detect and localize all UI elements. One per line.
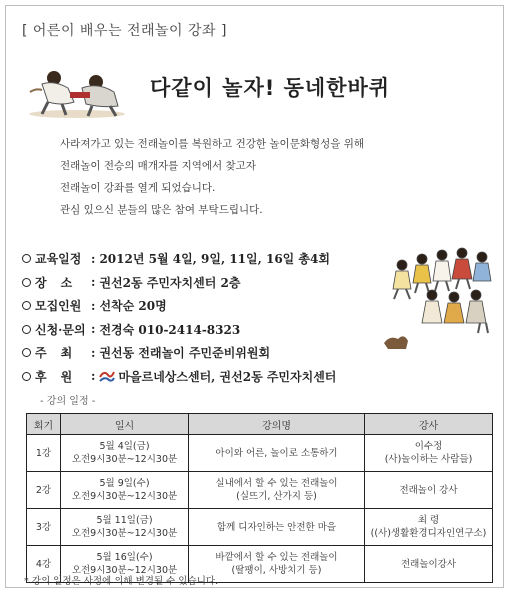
session-cell: 2강: [27, 472, 61, 509]
table-row: [27, 472, 493, 509]
lecture-cell: [189, 435, 365, 472]
instructor-text: 전래놀이 강사: [399, 484, 458, 496]
intro-text: [60, 133, 364, 221]
schedule-table: [26, 413, 493, 583]
info-label: 장소: [35, 275, 87, 290]
instructor-text: 이수정: [414, 441, 443, 452]
table-header-row: [27, 414, 493, 435]
instructor-org: (사)놀이하는 사람들): [384, 454, 473, 465]
info-value: 선착순 20명: [99, 299, 167, 314]
circle-bullet-icon: [22, 254, 31, 263]
info-label: 신청·문의: [35, 322, 86, 337]
lecture-text: 바깥에서 할 수 있는 전래놀이: [215, 552, 338, 563]
children-playing-illustration: [380, 233, 500, 361]
info-value: 2012년 5월 4일, 9일, 11일, 16일 총4회: [99, 252, 330, 267]
circle-bullet-icon: [22, 348, 31, 357]
instructor-cell: [365, 472, 493, 509]
circle-bullet-icon: [22, 301, 31, 310]
date-text: 5월 9일(수): [99, 478, 150, 489]
info-value: 권선2동 주민자치센터 2층: [99, 275, 241, 290]
instructor-text: 최 령: [417, 515, 440, 526]
sponsor-logo-icon: [99, 369, 115, 383]
time-text: 오전9시30분~12시30분: [71, 565, 178, 576]
table-row: [27, 435, 493, 472]
info-value: 권선동 전래놀이 주민준비위원회: [99, 346, 271, 361]
instructor-cell: [365, 509, 493, 546]
lecture-text: 함께 디자인하는 안전한 마을: [216, 521, 337, 533]
intro-line: 전래놀이 전승의 매개자를 지역에서 찾고자: [60, 160, 256, 172]
info-row-schedule: 교육일정 : 2012년 5월 4일, 9일, 11일, 16일 총4회: [22, 247, 336, 271]
datetime-cell: [61, 472, 189, 509]
info-row-location: 장소 : 권선2동 주민자치센터 2층: [22, 271, 336, 295]
info-row-host: 주최 : 권선동 전래놀이 주민준비위원회: [22, 341, 336, 365]
instructor-text: 전래놀이강사: [400, 558, 457, 570]
time-text: 오전9시30분~12시30분: [71, 491, 178, 502]
info-label: 교육일정: [35, 252, 82, 267]
info-row-capacity: 모집인원 : 선착순 20명: [22, 294, 336, 318]
lecture-detail: (딸팽이, 사방치기 등): [231, 565, 322, 576]
info-label: 주최: [35, 346, 87, 361]
lecture-text: 실내에서 할 수 있는 전래놀이: [215, 478, 338, 489]
table-row: [27, 509, 493, 546]
header-instructor: 강사: [365, 414, 493, 435]
circle-bullet-icon: [22, 278, 31, 287]
session-cell: 3강: [27, 509, 61, 546]
lecture-text: 아이와 어른, 놀이로 소통하기: [215, 447, 338, 459]
info-row-contact: 신청·문의 : 전경숙 010-2414-8323: [22, 318, 336, 342]
info-label: 후원: [35, 369, 87, 384]
circle-bullet-icon: [22, 325, 31, 334]
datetime-cell: [61, 435, 189, 472]
circle-bullet-icon: [22, 372, 31, 381]
info-row-sponsor: 후원 : 마을르네상스센터, 권선2동 주민자치센터: [22, 365, 336, 389]
lecture-cell: [189, 509, 365, 546]
date-text: 5월 11일(금): [96, 515, 153, 526]
instructor-cell: [365, 435, 493, 472]
headline: 다같이 놀자! 동네한바퀴: [150, 76, 391, 100]
session-cell: 4강: [27, 546, 61, 583]
instructor-cell: [365, 546, 493, 583]
footnote: * 강의 일정은 사정에 의해 변경될 수 있습니다.: [24, 576, 219, 587]
header-session: 회기: [27, 414, 61, 435]
header-lecture: 강의명: [189, 414, 365, 435]
info-value: 전경숙 010-2414-8323: [99, 322, 241, 337]
date-text: 5월 16일(수): [96, 552, 153, 563]
lecture-detail: (실뜨기, 산가지 등): [236, 491, 317, 502]
info-list: [22, 247, 336, 388]
info-value: 마을르네상스센터, 권선2동 주민자치센터: [118, 369, 337, 384]
date-text: 5월 4일(금): [99, 441, 150, 452]
datetime-cell: [61, 509, 189, 546]
wrestling-illustration: [22, 62, 137, 120]
document-title: [ 어른이 배우는 전래놀이 강좌 ]: [22, 23, 227, 39]
header-datetime: 일시: [61, 414, 189, 435]
session-cell: 1강: [27, 435, 61, 472]
lecture-cell: [189, 472, 365, 509]
instructor-org: ((사)생활환경디자인연구소): [370, 528, 487, 539]
schedule-title: - 강의 일정 -: [40, 396, 96, 407]
intro-line: 전래놀이 강좌를 열게 되었습니다.: [60, 182, 216, 194]
intro-line: 사라져가고 있는 전래놀이를 복원하고 건강한 놀이문화형성을 위해: [60, 138, 365, 150]
time-text: 오전9시30분~12시30분: [71, 528, 178, 539]
intro-line: 관심 있으신 분들의 많은 참여 부탁드립니다.: [60, 204, 263, 216]
time-text: 오전9시30분~12시30분: [71, 454, 178, 465]
info-label: 모집인원: [35, 299, 82, 314]
